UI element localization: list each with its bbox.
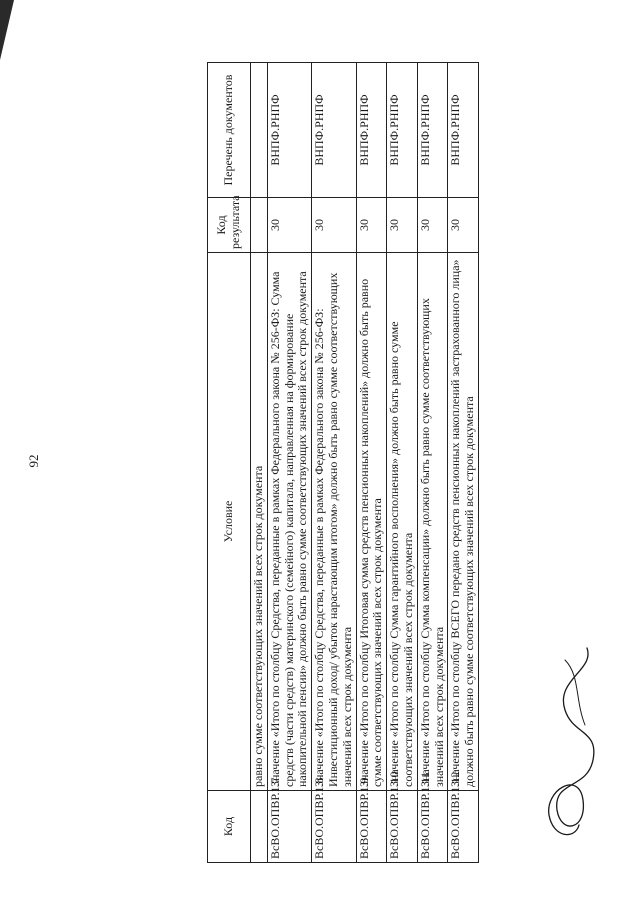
- table-row: [267, 63, 311, 863]
- row-code: ВсВО.ОПВР.1.10: [387, 791, 418, 863]
- table-row: [387, 63, 418, 863]
- row-documents: ВНПФ.РНПФ: [267, 63, 311, 198]
- continuation-result: [251, 198, 268, 253]
- row-condition: Значение «Итого по столбцу Сумма гарантийного восполнения» должно быть равно сумме соответствующих значений всех строк документа: [387, 253, 418, 791]
- row-documents: ВНПФ.РНПФ: [448, 63, 479, 198]
- handwritten-signature: [535, 640, 605, 845]
- row-code: ВсВО.ОПВР.1.12: [448, 791, 479, 863]
- row-documents: ВНПФ.РНПФ: [312, 63, 356, 198]
- page-number: 92: [26, 454, 41, 468]
- row-condition: Значение «Итого по столбцу Итоговая сумма средств пенсионных накоплений» должно быть равно сумме соответствующих значений всех строк документа: [356, 253, 387, 791]
- scan-corner-shadow: [0, 0, 14, 60]
- table-header-row: [208, 63, 251, 863]
- header-result-code: Код результата: [208, 198, 251, 253]
- row-code: ВсВО.ОПВР.1.7: [267, 791, 311, 863]
- row-condition: Значение «Итого по столбцу Сумма компенсации» должно быть равно сумме соответствующих значений всех строк документа: [417, 253, 448, 791]
- row-documents: ВНПФ.РНПФ: [417, 63, 448, 198]
- continuation-documents: [251, 63, 268, 198]
- row-code: ВсВО.ОПВР.1.11: [417, 791, 448, 863]
- rotated-table-container: [207, 63, 477, 863]
- row-documents: ВНПФ.РНПФ: [356, 63, 387, 198]
- table-row: [312, 63, 356, 863]
- conditions-table: [207, 62, 479, 863]
- table-row-continuation: [251, 63, 268, 863]
- row-code: ВсВО.ОПВР.1.9: [356, 791, 387, 863]
- table-row: [356, 63, 387, 863]
- row-result-code: 30: [448, 198, 479, 253]
- continuation-code: [251, 791, 268, 863]
- header-condition: Условие: [208, 253, 251, 791]
- row-result-code: 30: [417, 198, 448, 253]
- table-row: [417, 63, 448, 863]
- row-result-code: 30: [387, 198, 418, 253]
- header-documents: Перечень документов: [208, 63, 251, 198]
- row-result-code: 30: [267, 198, 311, 253]
- row-documents: ВНПФ.РНПФ: [387, 63, 418, 198]
- row-code: ВсВО.ОПВР.1.8: [312, 791, 356, 863]
- header-code: Код: [208, 791, 251, 863]
- continuation-condition: равно сумме соответствующих значений всех строк документа: [251, 253, 268, 791]
- row-condition: Значение «Итого по столбцу Средства, переданные в рамках Федерального закона № 256-ФЗ: Сумма средств (части средств) материнского (семейного) капитала, направленная на формирование накопительной пенсии» должно быть равно сумме соответствующих значений всех строк документа: [267, 253, 311, 791]
- row-result-code: 30: [312, 198, 356, 253]
- row-condition: Значение «Итого по столбцу Средства, переданные в рамках Федерального закона № 256-ФЗ: Инвестиционный доход/ убыток нарастающим итогом» должно быть равно сумме соответствующих значений всех строк документа: [312, 253, 356, 791]
- row-result-code: 30: [356, 198, 387, 253]
- row-condition: Значение «Итого по столбцу ВСЕГО передано средств пенсионных накоплений застрахованного лица» должно быть равно сумме соответствующих значений всех строк документа: [448, 253, 479, 791]
- table-row: [448, 63, 479, 863]
